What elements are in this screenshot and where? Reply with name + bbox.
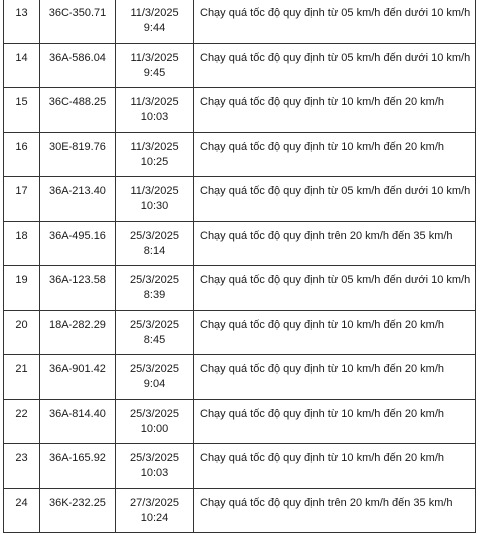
table-row	[4, 444, 476, 489]
datetime-cell	[116, 177, 194, 222]
violation-cell	[194, 43, 476, 88]
table-row	[4, 266, 476, 311]
violation-cell	[194, 444, 476, 489]
table-row	[4, 88, 476, 133]
violation-description: Chạy quá tốc độ quy định trên 20 km/h đến 35 km/h	[200, 229, 453, 242]
plate-cell	[40, 266, 116, 311]
violation-description: Chạy quá tốc độ quy định từ 05 km/h đến dưới 10 km/h	[200, 185, 471, 197]
row-number: 21	[15, 363, 28, 375]
violation-cell	[194, 88, 476, 133]
violation-time: 10:25	[140, 155, 169, 168]
row-number: 22	[15, 407, 28, 420]
violation-date: 25/3/2025	[130, 229, 179, 242]
datetime-cell	[116, 399, 194, 444]
violations-table-body	[4, 0, 476, 533]
violation-cell	[194, 177, 476, 222]
violation-date: 11/3/2025	[130, 51, 179, 64]
violation-cell	[194, 266, 476, 311]
violation-cell	[194, 132, 476, 177]
plate-cell	[40, 88, 116, 133]
violation-time: 9:44	[143, 22, 166, 34]
license-plate: 36A-495.16	[49, 229, 106, 242]
violation-time: 8:14	[143, 244, 166, 257]
table-row	[4, 399, 476, 444]
table-row	[4, 43, 476, 88]
violation-time: 10:03	[140, 111, 169, 123]
violation-description: Chạy quá tốc độ quy định từ 10 km/h đến 20 km/h	[200, 407, 445, 420]
violation-date: 25/3/2025	[130, 407, 179, 420]
datetime-cell	[116, 43, 194, 88]
violation-description: Chạy quá tốc độ quy định từ 10 km/h đến 20 km/h	[200, 363, 445, 375]
violation-time: 10:30	[140, 200, 169, 212]
row-number: 20	[15, 318, 28, 331]
violation-description: Chạy quá tốc độ quy định từ 10 km/h đến 20 km/h	[200, 96, 445, 108]
table-row	[4, 310, 476, 355]
plate-cell	[40, 177, 116, 222]
plate-cell	[40, 310, 116, 355]
license-plate: 36A-814.40	[49, 407, 106, 420]
violation-time: 10:24	[140, 511, 169, 524]
plate-cell	[40, 0, 116, 43]
license-plate: 36K-232.25	[49, 496, 106, 509]
violation-cell	[194, 310, 476, 355]
datetime-cell	[116, 266, 194, 311]
row-number-cell	[4, 266, 40, 311]
row-number: 17	[15, 185, 28, 197]
row-number-cell	[4, 132, 40, 177]
license-plate: 36A-213.40	[49, 185, 106, 197]
violation-description: Chạy quá tốc độ quy định từ 05 km/h đến dưới 10 km/h	[200, 274, 471, 286]
row-number-cell	[4, 88, 40, 133]
violation-date: 27/3/2025	[130, 496, 179, 509]
plate-cell	[40, 221, 116, 266]
violation-time: 9:04	[143, 378, 166, 390]
violation-date: 11/3/2025	[130, 96, 179, 108]
plate-cell	[40, 444, 116, 489]
datetime-cell	[116, 88, 194, 133]
row-number-cell	[4, 43, 40, 88]
violation-time: 10:03	[140, 467, 169, 479]
license-plate: 36A-165.92	[49, 452, 106, 464]
violation-date: 25/3/2025	[130, 452, 179, 464]
violation-date: 25/3/2025	[130, 318, 179, 331]
row-number: 14	[15, 51, 28, 64]
violation-description: Chạy quá tốc độ quy định từ 10 km/h đến 20 km/h	[200, 452, 445, 464]
row-number: 19	[15, 274, 28, 286]
license-plate: 36C-350.71	[48, 7, 107, 19]
row-number-cell	[4, 0, 40, 43]
table-row	[4, 132, 476, 177]
plate-cell	[40, 355, 116, 400]
violation-date: 11/3/2025	[130, 185, 179, 197]
license-plate: 36A-901.42	[49, 363, 106, 375]
violation-description: Chạy quá tốc độ quy định trên 20 km/h đến 35 km/h	[200, 496, 453, 509]
violation-time: 8:45	[143, 333, 166, 346]
violation-description: Chạy quá tốc độ quy định từ 05 km/h đến dưới 10 km/h	[200, 51, 471, 64]
plate-cell	[40, 399, 116, 444]
row-number-cell	[4, 310, 40, 355]
license-plate: 36A-586.04	[49, 51, 106, 64]
license-plate: 36C-488.25	[48, 96, 107, 108]
datetime-cell	[116, 488, 194, 533]
row-number: 15	[15, 96, 28, 108]
violation-time: 8:39	[143, 289, 166, 301]
row-number: 24	[15, 496, 28, 509]
row-number: 18	[15, 229, 28, 242]
plate-cell	[40, 132, 116, 177]
datetime-cell	[116, 221, 194, 266]
violation-date: 11/3/2025	[130, 7, 179, 19]
violation-time: 10:00	[140, 422, 169, 435]
license-plate: 30E-819.76	[49, 140, 106, 153]
table-row	[4, 355, 476, 400]
violation-cell	[194, 488, 476, 533]
violation-cell	[194, 355, 476, 400]
row-number-cell	[4, 399, 40, 444]
datetime-cell	[116, 0, 194, 43]
table-row	[4, 0, 476, 43]
row-number-cell	[4, 488, 40, 533]
violation-description: Chạy quá tốc độ quy định từ 10 km/h đến 20 km/h	[200, 318, 445, 331]
license-plate: 36A-123.58	[49, 274, 106, 286]
table-row	[4, 488, 476, 533]
row-number: 23	[15, 452, 28, 464]
violation-cell	[194, 0, 476, 43]
row-number-cell	[4, 444, 40, 489]
plate-cell	[40, 43, 116, 88]
violation-date: 11/3/2025	[130, 140, 179, 153]
violation-date: 25/3/2025	[130, 363, 179, 375]
datetime-cell	[116, 444, 194, 489]
row-number-cell	[4, 177, 40, 222]
row-number: 13	[15, 7, 28, 19]
plate-cell	[40, 488, 116, 533]
row-number-cell	[4, 355, 40, 400]
violation-description: Chạy quá tốc độ quy định từ 05 km/h đến dưới 10 km/h	[200, 7, 471, 19]
violation-time: 9:45	[143, 66, 166, 79]
table-row	[4, 177, 476, 222]
row-number-cell	[4, 221, 40, 266]
violation-date: 25/3/2025	[130, 274, 179, 286]
violation-cell	[194, 399, 476, 444]
datetime-cell	[116, 310, 194, 355]
violation-description: Chạy quá tốc độ quy định từ 10 km/h đến 20 km/h	[200, 140, 445, 153]
datetime-cell	[116, 132, 194, 177]
datetime-cell	[116, 355, 194, 400]
table-row	[4, 221, 476, 266]
violation-cell	[194, 221, 476, 266]
row-number: 16	[15, 140, 28, 153]
license-plate: 18A-282.29	[49, 318, 106, 331]
violations-table	[3, 0, 476, 533]
